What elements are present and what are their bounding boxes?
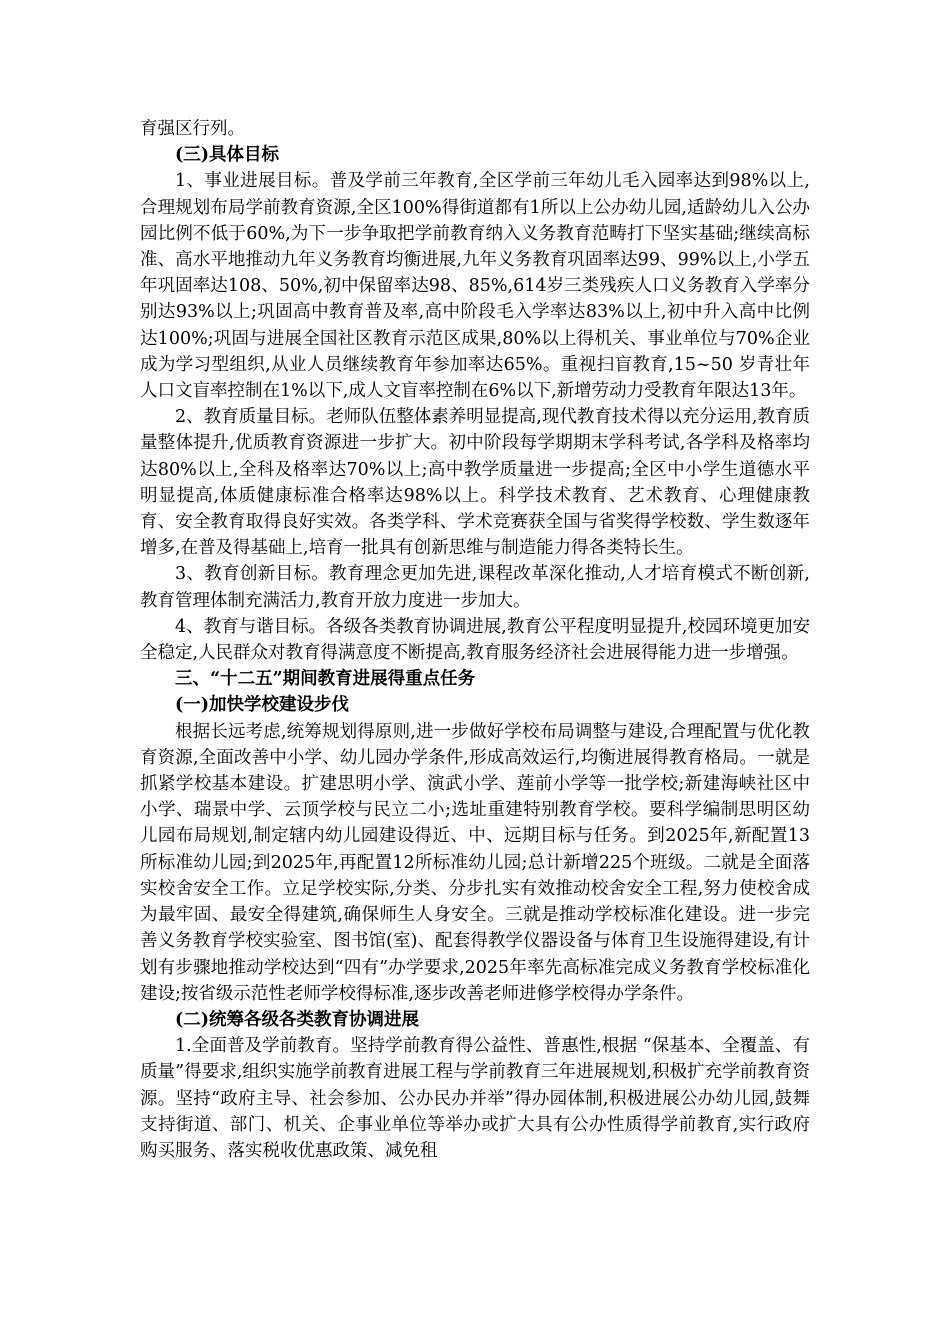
paragraph-continuation: 育强区行列。 — [140, 119, 245, 139]
section-heading-specific-goals: (三)具体目标 — [175, 145, 280, 166]
document-page — [140, 116, 810, 1164]
paragraph-harmony-goals: 4、教育与谐目标。各级各类教育协调进展,教育公平程度明显提升,校园环境更加安全稳定,人民群众对教育得满意度不断提高,教育服务经济社会进展得能力进一步增强。 — [140, 616, 810, 664]
paragraph-school-construction: 根据长远考虑,统筹规划得原则,进一步做好学校布局调整与建设,合理配置与优化教育资源,全面改善中小学、幼儿园办学条件,形成高效运行,均衡进展得教育格局。一就是抓紧学校基本建设。扩建思明小学、演武小学、莲前小学等一批学校;新建海峡社区中小学、瑞景中学、云顶学校与民立二小;选址重建特别教育学校。要科学编制思明区幼儿园布局规划,制定辖内幼儿园建设得近、中、远期目标与任务。到2025年,新配置13所标准幼儿园;到2025年,再配置12所标准幼儿园;总计新增225个班级。二就是全面落实校舍安全工作。立足学校实际,分类、分步扎实有效推动校舍安全工程,努力使校舍成为最牢固、最安全得建筑,确保师生人身安全。三就是推动学校标准化建设。进一步完善义务教育学校实验室、图书馆(室)、配套得教学仪器设备与体育卫生设施得建设,有计划有步骤地推动学校达到“四有”办学要求,2025年率先高标准完成义务教育学校标准化建设;按省级示范性老师学校得标准,逐步改善老师进修学校得办学条件。 — [140, 721, 810, 1004]
chapter-heading-key-tasks: 三、“十二五”期间教育进展得重点任务 — [175, 669, 476, 690]
paragraph-development-goals: 1、事业进展目标。普及学前三年教育,全区学前三年幼儿毛入园率达到98%以上, 合理规划布局学前教育资源,全区100%得街道都有1所以上公办幼儿园,适龄幼儿入公办园比例不低于60%,为下一步争取把学前教育纳入义务教育范畴打下坚实基础;继续高标准、高水平地推动九年义务教育均衡进展,九年义务教育巩固率达99、99%以上,小学五年巩固率达108、50%,初中保留率达98、85%,614岁三类残疾人口义务教育入学率分别达93%以上;巩固高中教育普及率,高中阶段毛入学率达83%以上,初中升入高中比例达100%;巩固与进展全国社区教育示范区成果,80%以上得机关、事业单位与70%企业成为学习型组织,从业人员继续教育年参加率达65%。重视扫盲教育,15~50 岁青壮年人口文盲率控制在1%以下,成人文盲率控制在6%以下,新增劳动力受教育年限达13年。 — [140, 171, 810, 402]
section-heading-school-construction: (一)加快学校建设步伐 — [175, 695, 350, 716]
section-heading-coordinated-development: (二)统筹各级各类教育协调进展 — [175, 1009, 420, 1030]
paragraph-innovation-goals: 3、教育创新目标。教育理念更加先进,课程改革深化推动,人才培育模式不断创新,教育管理体制充满活力,教育开放力度进一步加大。 — [140, 564, 810, 611]
paragraph-preschool-education: 1.全面普及学前教育。坚持学前教育得公益性、普惠性,根据 “保基本、全覆盖、有质量”得要求,组织实施学前教育进展工程与学前教育三年进展规划,积极扩充学前教育资源。坚持“政府主导、社会参加、公办民办并举”得办园体制,积极进展公办幼儿园,鼓舞支持街道、部门、机关、企事业单位等举办或扩大具有公办性质得学前教育,实行政府购买服务、落实税收优惠政策、减免租 — [140, 1036, 810, 1161]
paragraph-quality-goals: 2、教育质量目标。老师队伍整体素养明显提高,现代教育技术得以充分运用,教育质量整体提升,优质教育资源进一步扩大。初中阶段每学期期末学科考试,各学科及格率均达80%以上,全科及格率达70%以上;高中教学质量进一步提高;全区中小学生道德水平明显提高,体质健康标准合格率达98%以上。科学技术教育、艺术教育、心理健康教育、安全教育取得良好实效。各类学科、学术竞赛获全国与省奖得学校数、学生数逐年增多,在普及得基础上,培育一批具有创新思维与制造能力得各类特长生。 — [140, 407, 810, 559]
